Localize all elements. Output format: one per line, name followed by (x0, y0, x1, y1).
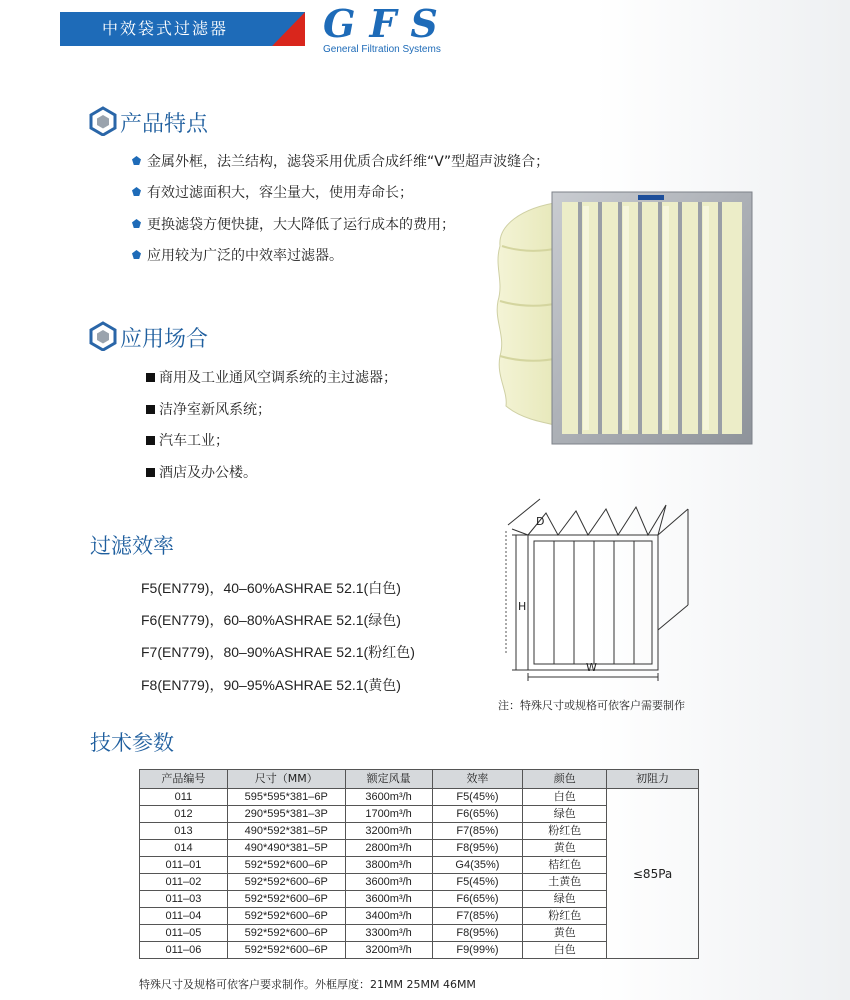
cell-airflow: 3600m³/h (345, 789, 432, 806)
efficiency-item: F8(EN779)，90–95%ASHRAE 52.1(黄色) (141, 677, 401, 693)
cell-efficiency: F8(95%) (432, 925, 523, 942)
cell-airflow: 3600m³/h (345, 891, 432, 908)
hexagon-icon (88, 106, 118, 136)
cell-color: 白色 (523, 942, 607, 959)
pentagon-bullet-icon (132, 187, 141, 196)
applications-heading (88, 321, 288, 351)
pentagon-bullet-icon (132, 250, 141, 259)
cell-code: 011–02 (140, 874, 228, 891)
header-cell: 尺寸（MM） (227, 770, 345, 789)
cell-color: 绿色 (523, 891, 607, 908)
cell-airflow: 3300m³/h (345, 925, 432, 942)
specs-table (139, 769, 699, 959)
cell-size: 592*592*600–6P (227, 925, 345, 942)
cell-airflow: 2800m³/h (345, 840, 432, 857)
cell-code: 011–05 (140, 925, 228, 942)
feature-item: 应用较为广泛的中效率过滤器。 (132, 245, 343, 265)
pentagon-bullet-icon (132, 219, 141, 228)
cell-airflow: 1700m³/h (345, 806, 432, 823)
diagram-note: 注：特殊尺寸或规格可依客户需要制作 (498, 699, 685, 712)
square-bullet-icon (146, 436, 155, 445)
cell-efficiency: F8(95%) (432, 840, 523, 857)
header-cell: 颜色 (523, 770, 607, 789)
applications-title: 应用场合 (120, 327, 209, 352)
cell-airflow: 3600m³/h (345, 874, 432, 891)
square-bullet-icon (146, 405, 155, 414)
diagram-label-h: H (518, 600, 527, 613)
cell-code: 011–04 (140, 908, 228, 925)
cell-size: 595*595*381–6P (227, 789, 345, 806)
application-item: 洁净室新风系统； (146, 399, 271, 419)
square-bullet-icon (146, 373, 155, 382)
cell-efficiency: G4(35%) (432, 857, 523, 874)
bag-filter-photo (490, 186, 760, 456)
cell-color: 白色 (523, 789, 607, 806)
cell-size: 592*592*600–6P (227, 874, 345, 891)
cell-color: 粉红色 (523, 908, 607, 925)
cell-size: 592*592*600–6P (227, 942, 345, 959)
application-item: 酒店及办公楼。 (146, 462, 257, 482)
header-cell: 效率 (432, 770, 523, 789)
table-header-row (140, 770, 699, 789)
features-heading (88, 106, 288, 136)
efficiency-item: F7(EN779)，80–90%ASHRAE 52.1(粉红色) (141, 644, 415, 660)
header-cell: 额定风量 (345, 770, 432, 789)
cell-color: 黄色 (523, 840, 607, 857)
hexagon-icon (88, 321, 118, 351)
cell-size: 592*592*600–6P (227, 857, 345, 874)
cell-color: 土黄色 (523, 874, 607, 891)
cell-efficiency: F7(85%) (432, 823, 523, 840)
brand-logo (323, 1, 453, 56)
application-item: 汽车工业； (146, 430, 229, 450)
cell-code: 014 (140, 840, 228, 857)
table-row (140, 789, 699, 806)
efficiency-item: F6(EN779)，60–80%ASHRAE 52.1(绿色) (141, 612, 401, 628)
cell-size: 592*592*600–6P (227, 908, 345, 925)
cell-efficiency: F6(65%) (432, 806, 523, 823)
header-cell: 初阻力 (607, 770, 699, 789)
features-title: 产品特点 (120, 112, 209, 137)
cell-size: 490*490*381–5P (227, 840, 345, 857)
cell-color: 桔红色 (523, 857, 607, 874)
cell-efficiency: F6(65%) (432, 891, 523, 908)
cell-efficiency: F5(45%) (432, 789, 523, 806)
brand-name: GFS (323, 1, 452, 46)
feature-item: 更换滤袋方便快捷，大大降低了运行成本的费用； (132, 214, 455, 234)
cell-color: 绿色 (523, 806, 607, 823)
square-bullet-icon (146, 468, 155, 477)
cell-airflow: 3400m³/h (345, 908, 432, 925)
cell-efficiency: F9(99%) (432, 942, 523, 959)
pentagon-bullet-icon (132, 156, 141, 165)
cell-efficiency: F7(85%) (432, 908, 523, 925)
header-red-wedge (268, 12, 305, 46)
cell-airflow: 3200m³/h (345, 823, 432, 840)
cell-code: 011–01 (140, 857, 228, 874)
cell-size: 592*592*600–6P (227, 891, 345, 908)
feature-item: 金属外框，法兰结构，滤袋采用优质合成纤维“V”型超声波缝合； (132, 151, 549, 171)
page-title: 中效袋式过滤器 (101, 19, 228, 38)
cell-code: 011–06 (140, 942, 228, 959)
cell-code: 013 (140, 823, 228, 840)
cell-airflow: 3200m³/h (345, 942, 432, 959)
application-item: 商用及工业通风空调系统的主过滤器； (146, 367, 397, 387)
cell-color: 粉红色 (523, 823, 607, 840)
specs-title: 技术参数 (90, 731, 174, 755)
diagram-label-w: W (586, 661, 597, 674)
dimension-diagram (498, 495, 698, 685)
cell-color: 黄色 (523, 925, 607, 942)
header-cell: 产品编号 (140, 770, 228, 789)
cell-size: 490*592*381–5P (227, 823, 345, 840)
cell-code: 011–03 (140, 891, 228, 908)
efficiency-item: F5(EN779)，40–60%ASHRAE 52.1(白色) (141, 580, 401, 596)
feature-item: 有效过滤面积大，容尘量大，使用寿命长； (132, 182, 413, 202)
efficiency-title: 过滤效率 (90, 534, 174, 558)
brand-subtitle: General Filtration Systems (323, 44, 441, 55)
cell-resistance: ≤85Pa (607, 789, 699, 959)
cell-code: 012 (140, 806, 228, 823)
diagram-label-d: D (536, 515, 545, 528)
specs-footnote: 特殊尺寸及规格可依客户要求制作。外框厚度：21MM 25MM 46MM (139, 978, 476, 991)
cell-size: 290*595*381–3P (227, 806, 345, 823)
cell-airflow: 3800m³/h (345, 857, 432, 874)
cell-code: 011 (140, 789, 228, 806)
cell-efficiency: F5(45%) (432, 874, 523, 891)
